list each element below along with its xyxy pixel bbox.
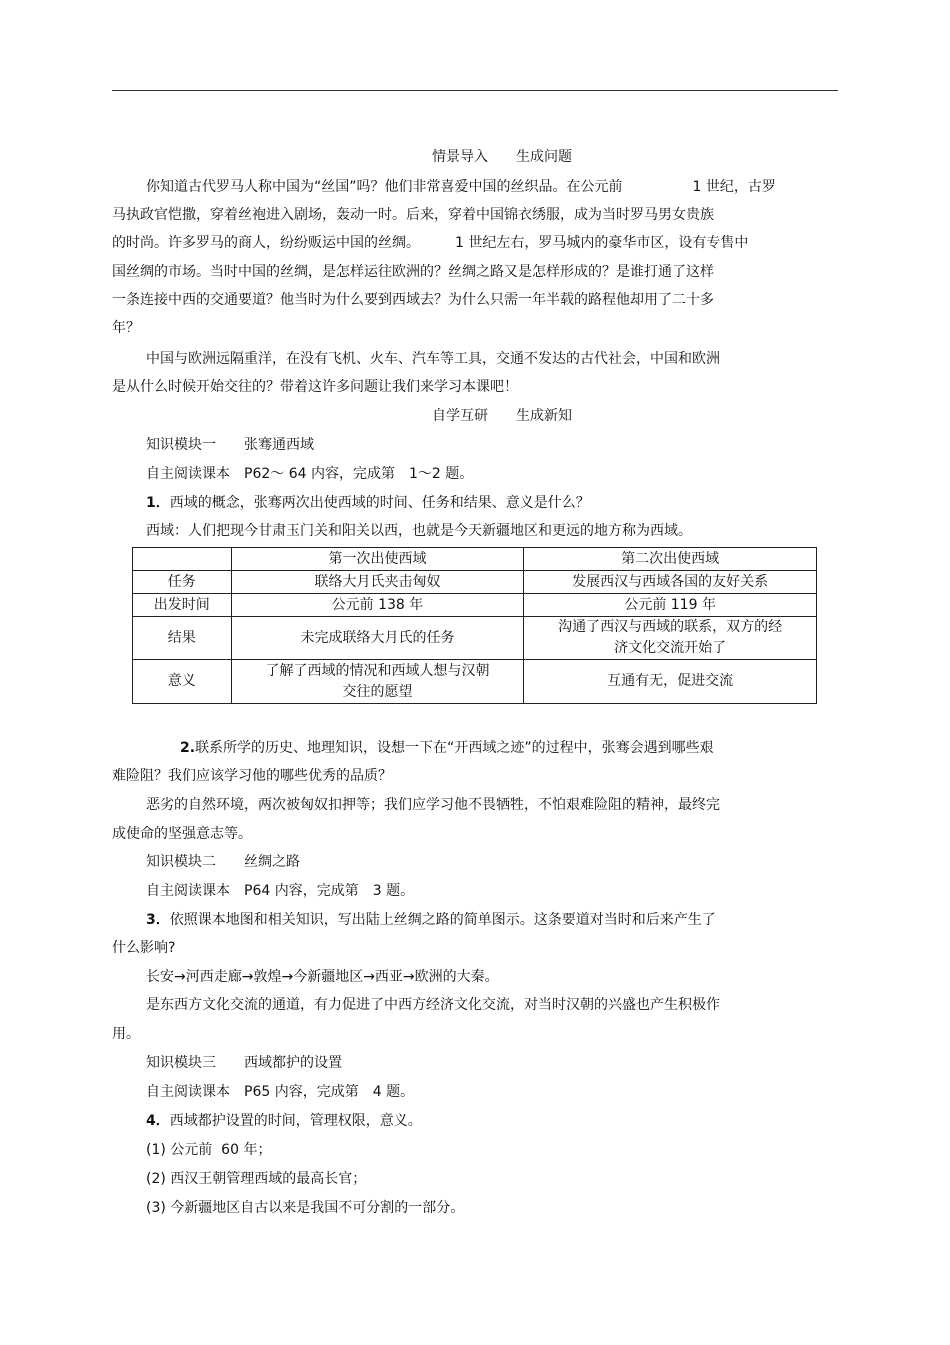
question-2-answer: 恶劣的自然环境，两次被匈奴扣押等；我们应学习他不畏牺牲，不怕艰难险阻的精神，最终完 [146,797,720,813]
question-4-answer: (3) 今新疆地区自古以来是我国不可分割的一部分。 [146,1200,465,1216]
table-cell: 公元前 119 年 [524,594,817,617]
table-cell: 联络大月氏夹击匈奴 [231,571,524,594]
question-3-effect: 用。 [112,1026,140,1042]
module2-title: 知识模块二 丝绸之路 [146,854,300,870]
table-header-cell [133,548,232,571]
question-3-route: 长安→河西走廊→敦煌→今新疆地区→西亚→欧洲的大秦。 [146,969,499,985]
question-text: 西域都护设置的时间，管理权限，意义。 [169,1113,422,1129]
row-label: 任务 [133,571,232,594]
question-2-line2: 难险阻？我们应该学习他的哪些优秀的品质？ [112,768,392,784]
question-4 [146,1112,422,1130]
question-2 [180,739,714,757]
intro-paragraph-line: 一条连接中西的交通要道？他当时为什么要到西域去？为什么只需一年半载的路程他却用了二十多 [112,292,714,308]
header-rule [112,90,838,91]
row-label: 出发时间 [133,594,232,617]
cell-line: 济文化交流开始了 [614,640,727,656]
question-number: 1． [146,495,170,511]
table-cell [231,660,524,704]
mission-comparison-table [132,547,817,704]
question-number: 2. [180,740,196,756]
section-title-study: 自学互研 生成新知 [432,408,572,424]
table-cell: 互通有无，促进交流 [524,660,817,704]
table-cell: 发展西汉与西域各国的友好关系 [524,571,817,594]
module2-reading-instruction: 自主阅读课本 P64 内容，完成第 3 题。 [146,883,415,899]
question-number: 3． [146,912,170,928]
table-header-row [133,548,817,571]
table-row [133,617,817,660]
question-3 [146,911,716,929]
intro-paragraph-line: 的时尚。许多罗马的商人，纷纷贩运中国的丝绸。 1 世纪左右，罗马城内的豪华市区，设有专售中 [112,235,749,251]
intro-paragraph2-line: 是从什么时候开始交往的？带着这许多问题让我们来学习本课吧！ [112,379,518,395]
intro-paragraph-line: 国丝绸的市场。当时中国的丝绸，是怎样运往欧洲的？丝绸之路又是怎样形成的？是谁打通了这样 [112,264,714,280]
module3-title: 知识模块三 西域都护的设置 [146,1055,342,1071]
question-1 [146,494,590,512]
question-text: 西域的概念，张骞两次出使西域的时间、任务和结果、意义是什么？ [169,495,590,511]
cell-line: 沟通了西汉与西域的联系，双方的经 [558,619,783,635]
question-3-effect: 是东西方文化交流的通道，有力促进了中西方经济文化交流，对当时汉朝的兴盛也产生积极作 [146,997,720,1013]
intro-paragraph-line: 马执政官恺撒，穿着丝袍进入剧场，轰动一时。后来，穿着中国锦衣绣服，成为当时罗马男女贵族 [112,207,714,223]
row-label: 意义 [133,660,232,704]
table-row [133,594,817,617]
table-cell: 未完成联络大月氏的任务 [231,617,524,660]
intro-paragraph-line: 年？ [112,320,140,336]
question-3-line2: 什么影响? [112,940,176,956]
question-text: 联系所学的历史、地理知识，设想一下在“开西域之迹”的过程中，张骞会遇到哪些艰 [195,740,714,756]
question-2-answer: 成使命的坚强意志等。 [112,826,252,842]
table-row [133,571,817,594]
module3-reading-instruction: 自主阅读课本 P65 内容，完成第 4 题。 [146,1084,415,1100]
cell-line: 了解了西域的情况和西域人想与汉朝 [265,662,490,679]
table-cell [524,617,817,660]
table-header-cell: 第二次出使西域 [524,548,817,571]
row-label: 结果 [133,617,232,660]
cell-line: 交往的愿望 [342,683,413,700]
intro-paragraph-line: 你知道古代罗马人称中国为“丝国”吗？他们非常喜爱中国的丝织品。在公元前 1 世纪，古罗 [146,179,776,195]
question-text: 依照课本地图和相关知识，写出陆上丝绸之路的简单图示。这条要道对当时和后来产生了 [169,912,716,928]
module1-title: 知识模块一 张骞通西域 [146,437,314,453]
table-header-cell: 第一次出使西域 [231,548,524,571]
question-4-answer: (1) 公元前 60 年； [146,1142,272,1158]
question-4-answer: (2) 西汉王朝管理西域的最高长官； [146,1171,367,1187]
table-row [133,660,817,704]
intro-paragraph2-line: 中国与欧洲远隔重洋，在没有飞机、火车、汽车等工具，交通不发达的古代社会，中国和欧洲 [146,351,720,367]
question-number: 4． [146,1113,170,1129]
section-title-intro: 情景导入 生成问题 [432,149,572,165]
module1-reading-instruction: 自主阅读课本 P62～ 64 内容，完成第 1～2 题。 [146,466,474,482]
question-1-answer: 西域：人们把现今甘肃玉门关和阳关以西，也就是今天新疆地区和更远的地方称为西域。 [146,523,692,539]
table-cell: 公元前 138 年 [231,594,524,617]
